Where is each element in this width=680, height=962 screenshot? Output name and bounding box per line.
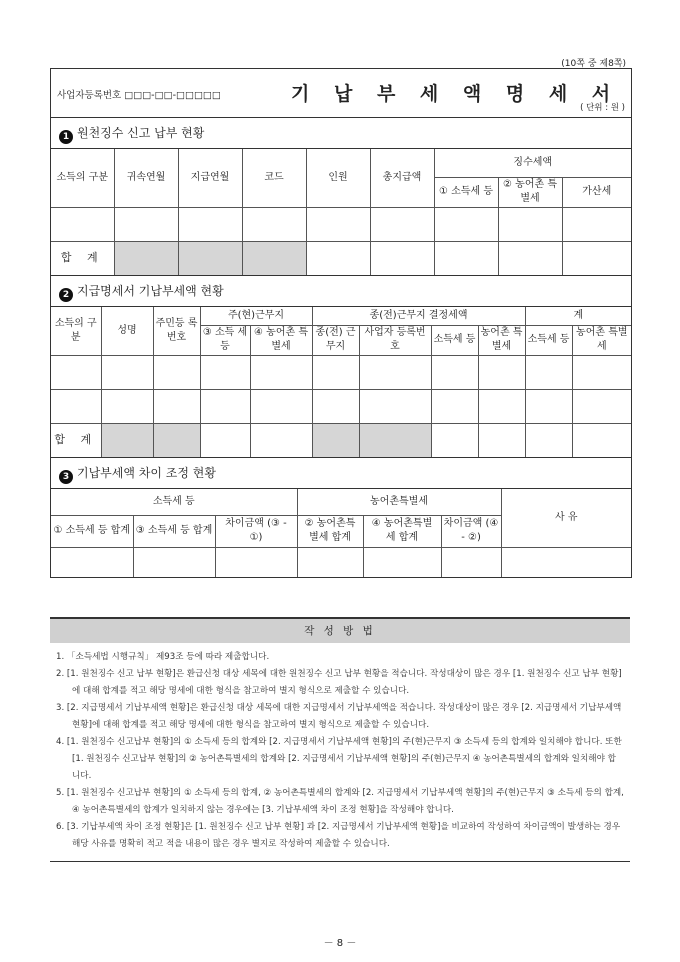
header-total: 계 (525, 307, 631, 325)
shaded-cell (242, 241, 306, 275)
header-difference-rural: 차이금액 (④ - ②) (441, 515, 501, 547)
shaded-cell (178, 241, 242, 275)
header-total-paid: 총지급액 (370, 149, 434, 207)
total-label: 합 계 (51, 241, 114, 275)
section2-table (51, 307, 631, 457)
table-cell[interactable] (51, 207, 114, 241)
table-cell[interactable] (101, 389, 153, 423)
header-resident-number: 주민등 록번호 (153, 307, 200, 355)
tax-form (50, 68, 632, 578)
table-cell[interactable] (501, 547, 631, 577)
header-persons: 인원 (306, 149, 370, 207)
table-cell[interactable] (434, 207, 498, 241)
table-cell[interactable] (431, 423, 478, 457)
section3-table (51, 489, 631, 577)
section2-table-wrap (51, 307, 631, 458)
table-cell[interactable] (250, 423, 312, 457)
table-cell[interactable] (306, 207, 370, 241)
table-cell[interactable] (312, 355, 359, 389)
table-cell[interactable] (363, 547, 441, 577)
table-cell[interactable] (498, 207, 562, 241)
list-item: 4. [1. 원천징수 신고납부 현황]의 ① 소득세 등의 합계와 [2. 지급명세서 기납부세액 현황]의 주(현)근무지 ③ 소득세 등의 합계와 일치해야 합니다. 또한 [1. 원천징수 신고납부 현황]의 ② 농어촌특별세의 합계와 [2. 지급명세서 기납부세액 현황]의 주(현)근무지 ④ 농어촌특별세의 합계와 일치해야 합니다. (56, 737, 622, 781)
header-income-tax-group: 소득세 등 (51, 489, 297, 515)
header-income-type: 소득의 구분 (51, 149, 114, 207)
table-cell[interactable] (370, 241, 434, 275)
list-item: 6. [3. 기납부세액 차이 조정 현황]은 [1. 원천징수 신고 납부 현황] 과 [2. 지급명세서 기납부세액 현황]을 비교하여 작성하여 차이금액이 발생하는 경우 해당 사유를 명확히 적고 적을 내용이 많은 경우 별지로 작성하여 제출할 수 있습니다. (56, 822, 621, 849)
table-cell[interactable] (434, 241, 498, 275)
header-difference-income: 차이금액 (③ - ①) (215, 515, 297, 547)
header-reason: 사 유 (501, 489, 631, 547)
section3-title: 기납부세액 차이 조정 현황 (77, 466, 216, 480)
table-cell[interactable] (572, 423, 631, 457)
header-name: 성명 (101, 307, 153, 355)
header-rural-tax-4: ④ 농어촌 특별세 (250, 325, 312, 355)
table-row (51, 389, 631, 423)
table-cell[interactable] (562, 207, 631, 241)
list-item: 3. [2. 지급명세서 기납부세액 현황]은 환급신청 대상 세목에 대한 지급명세서 기납부세액을 적습니다. 작성대상이 많은 경우 [2. 지급명세서 기납부세액 현황]에 대해 합계를 적고 해당 명세에 대한 형식을 참고하여 별지 형식으로 제출할 수 있습니다. (56, 703, 622, 730)
table-cell[interactable] (370, 207, 434, 241)
header-income-tax: ① 소득세 등 (434, 177, 498, 207)
list-item: 5. [1. 원천징수 신고납부 현황]의 ① 소득세 등의 합계, ② 농어촌특별세의 합계와 [2. 지급명세서 기납부세액 현황]의 주(현)근무지 ③ 소득세 등의 합계, ④ 농어촌특별세의 합계가 일치하지 않는 경우에는 [3. 기납부세액 차이 조정 현황]을 작성해야 합니다. (56, 788, 624, 815)
form-header (51, 69, 631, 118)
shaded-cell (101, 423, 153, 457)
list-item: 1. 「소득세법 시행규칙」 제93조 등에 따라 제출합니다. (56, 652, 270, 662)
table-cell[interactable] (525, 389, 572, 423)
table-cell[interactable] (297, 547, 363, 577)
header-prev-income-tax: 소득세 등 (431, 325, 478, 355)
table-cell[interactable] (572, 355, 631, 389)
table-cell[interactable] (250, 355, 312, 389)
table-cell[interactable] (572, 389, 631, 423)
table-cell[interactable] (114, 207, 178, 241)
shaded-cell (359, 423, 431, 457)
header-attribution-month: 귀속연월 (114, 149, 178, 207)
table-row (51, 207, 631, 241)
section1-table-wrap (51, 149, 631, 276)
section-number-badge: 2 (59, 288, 73, 302)
table-cell[interactable] (200, 355, 250, 389)
table-cell[interactable] (101, 355, 153, 389)
header-rural-tax: ② 농어촌 특별세 (498, 177, 562, 207)
section2-title: 지급명세서 기납부세액 현황 (77, 284, 224, 298)
unit-label: ( 단위 : 원 ) (580, 103, 625, 113)
header-total-income-tax: 소득세 등 (525, 325, 572, 355)
table-cell[interactable] (153, 355, 200, 389)
section1-title: 원천징수 신고 납부 현황 (77, 126, 205, 140)
instructions-box (50, 617, 630, 862)
table-row (51, 355, 631, 389)
section1-heading (51, 118, 631, 149)
page-number: － 8 － (323, 938, 357, 949)
header-income-type: 소득의 구분 (51, 307, 101, 355)
table-cell[interactable] (51, 355, 101, 389)
table-cell[interactable] (359, 389, 431, 423)
registration-number-label: 사업자등록번호 □□□-□□-□□□□□ (57, 90, 221, 101)
table-cell[interactable] (359, 355, 431, 389)
header-income-tax-3-total: ③ 소득세 등 합계 (133, 515, 215, 547)
table-cell[interactable] (478, 389, 525, 423)
table-cell[interactable] (51, 389, 101, 423)
table-cell[interactable] (242, 207, 306, 241)
header-rural-tax-2-total: ② 농어촌특 별세 합계 (297, 515, 363, 547)
section1-table (51, 149, 631, 275)
list-item: 2. [1. 원천징수 신고 납부 현황]은 환급신청 대상 세목에 대한 원천징수 신고 납부 현황을 적습니다. 작성대상이 많은 경우 [1. 원천징수 신고 납부 현황]에 대해 합계를 적고 해당 명세에 대한 형식을 참고하여 별지 형식으로 제출할 수 있습니다. (56, 669, 622, 696)
table-cell[interactable] (562, 241, 631, 275)
header-payment-month: 지급연월 (178, 149, 242, 207)
total-row (51, 423, 631, 457)
header-previous-workplace: 종(전)근무지 결정세액 (312, 307, 525, 325)
table-cell[interactable] (200, 389, 250, 423)
table-cell[interactable] (525, 423, 572, 457)
total-row (51, 241, 631, 275)
table-cell[interactable] (51, 547, 133, 577)
header-income-tax-3: ③ 소득 세 등 (200, 325, 250, 355)
table-cell[interactable] (200, 423, 250, 457)
shaded-cell (114, 241, 178, 275)
header-business-number: 사업자 등록번호 (359, 325, 431, 355)
table-cell[interactable] (478, 423, 525, 457)
instructions-list (50, 643, 630, 861)
section-number-badge: 3 (59, 470, 73, 484)
table-cell[interactable] (133, 547, 215, 577)
header-prev-workplace: 종(전) 근무지 (312, 325, 359, 355)
table-cell[interactable] (153, 389, 200, 423)
table-cell[interactable] (498, 241, 562, 275)
table-cell[interactable] (525, 355, 572, 389)
header-code: 코드 (242, 149, 306, 207)
instructions-title: 작 성 방 법 (50, 619, 630, 643)
header-main-workplace: 주(현)근무지 (200, 307, 312, 325)
table-cell[interactable] (250, 389, 312, 423)
table-cell[interactable] (312, 389, 359, 423)
header-additional-tax: 가산세 (562, 177, 631, 207)
header-rural-tax-group: 농어촌특별세 (297, 489, 501, 515)
header-withheld-tax: 징수세액 (434, 149, 631, 177)
table-cell[interactable] (306, 241, 370, 275)
header-income-tax-1-total: ① 소득세 등 합계 (51, 515, 133, 547)
table-cell[interactable] (431, 355, 478, 389)
shaded-cell (312, 423, 359, 457)
table-cell[interactable] (431, 389, 478, 423)
header-total-rural-tax: 농어촌 특별세 (572, 325, 631, 355)
table-cell[interactable] (178, 207, 242, 241)
table-row (51, 547, 631, 577)
section3-heading (51, 458, 631, 489)
header-prev-rural-tax: 농어촌 특별세 (478, 325, 525, 355)
table-cell[interactable] (215, 547, 297, 577)
section-number-badge: 1 (59, 130, 73, 144)
table-cell[interactable] (441, 547, 501, 577)
form-title: 기 납 부 세 액 명 세 서 (291, 83, 620, 105)
section2-heading (51, 276, 631, 307)
page-indicator: (10쪽 중 제8쪽) (561, 59, 626, 69)
total-label: 합 계 (51, 423, 101, 457)
shaded-cell (153, 423, 200, 457)
header-rural-tax-4-total: ④ 농어촌특별 세 합계 (363, 515, 441, 547)
table-cell[interactable] (478, 355, 525, 389)
